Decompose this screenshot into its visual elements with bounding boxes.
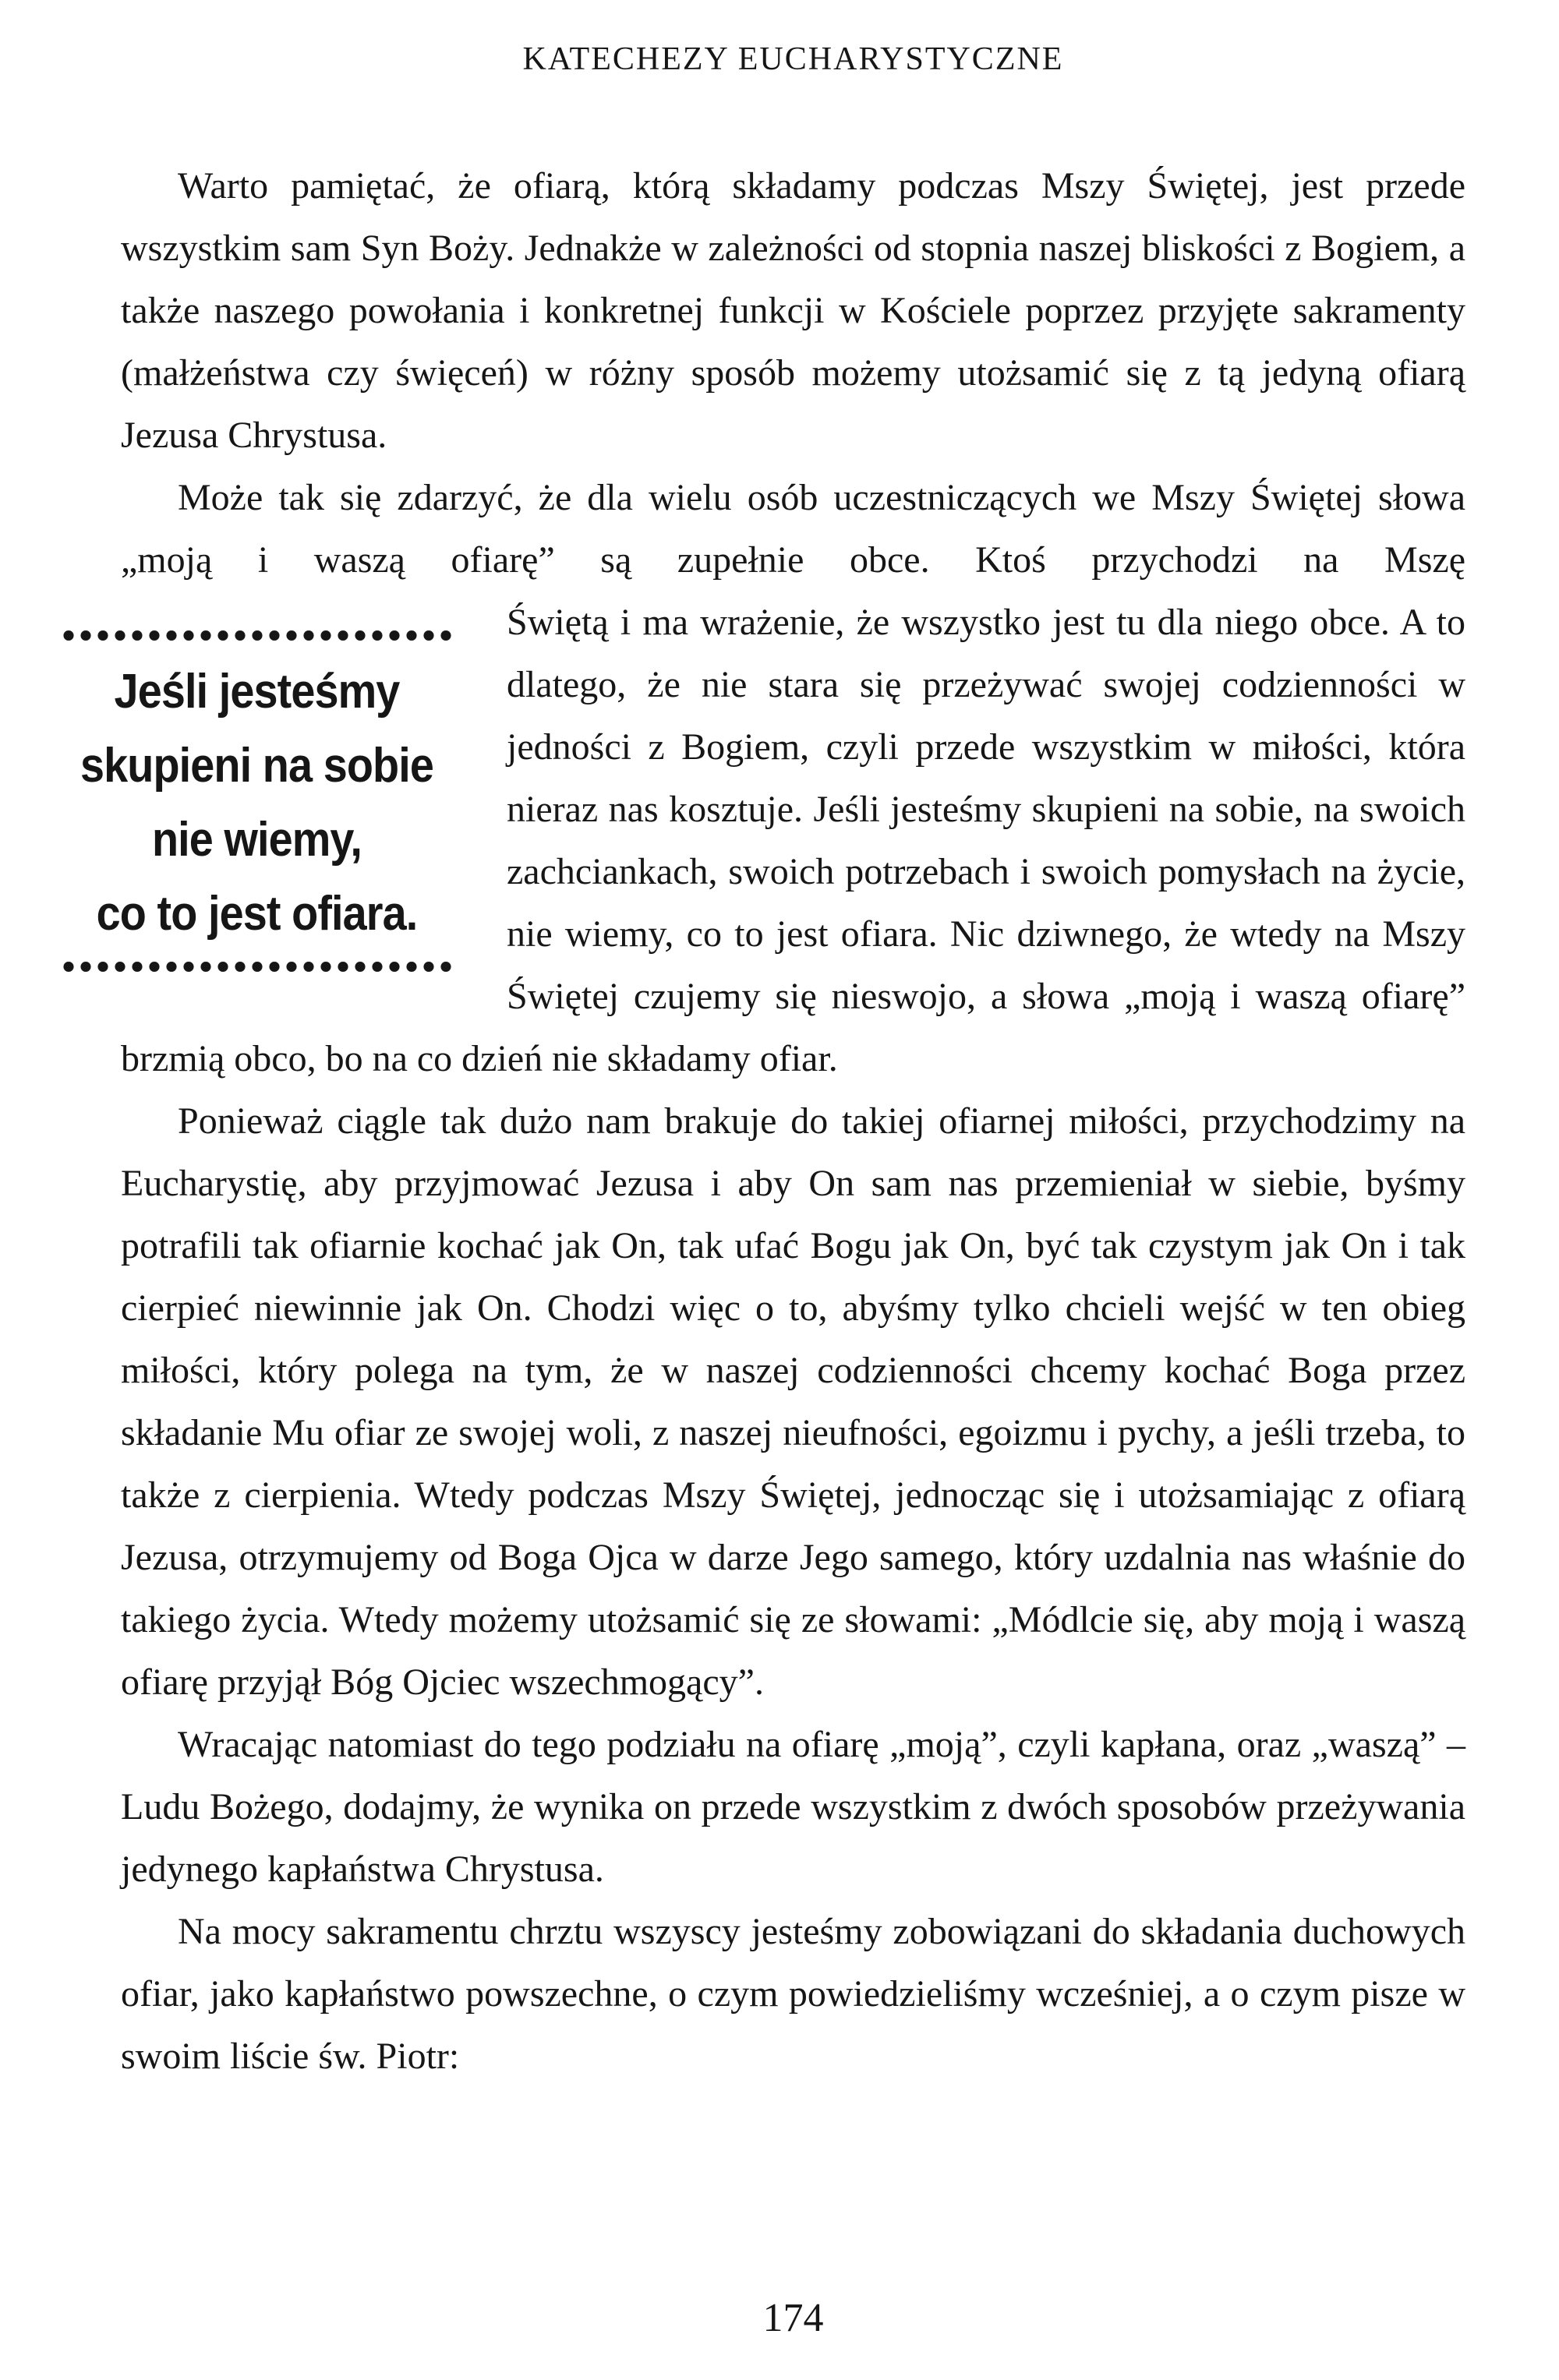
pull-quote (60, 630, 454, 972)
paragraph-2-before-quote: Może tak się zdarzyć, że dla wielu osób uczestniczących we Mszy Świętej słowa „moją i waszą ofiarę” są zupełnie obce. Ktoś przychodzi na Mszę (121, 477, 1465, 581)
running-head: KATECHEZY EUCHARYSTYCZNE (522, 41, 1064, 77)
dotted-rule-bottom (60, 962, 454, 972)
pull-quote-line: co to jest ofiara. (96, 887, 418, 941)
paragraph-2-after-quote: Świętą i ma wrażenie, że wszystko jest tu dla niego obce. A to dlatego, że nie stara się przeżywać swojej codzienności w jedności z Bogiem, czyli przede wszystkim w miłości, która nieraz nas kosztuje. Jeśli jesteśmy skupieni na sobie, na swoich zachciankach, swoich potrzebach i swoich pomysłach na życie, nie wiemy, co to jest ofiara. Nic dziwnego, że wtedy na Mszy Świętej czujemy się nieswojo, a słowa „moją i waszą ofiarę” brzmią obco, bo na co dzień nie składamy ofiar. (121, 602, 1465, 1079)
paragraph-1: Warto pamiętać, że ofiarą, którą składamy podczas Mszy Świętej, jest przede wszystkim sam Syn Boży. Jednakże w zależności od stopnia naszej bliskości z Bogiem, a także naszego powołania i konkretnej funkcji w Kościele poprzez przyjęte sakramenty (małżeństwa czy święceń) w różny sposób możemy utożsamić się z tą jedyną ofiarą Jezusa Chrystusa. (121, 165, 1465, 456)
paragraph-5: Na mocy sakramentu chrztu wszyscy jesteśmy zobowiązani do składania duchowych ofiar, jako kapłaństwo powszechne, o czym powiedzieliśmy wcześniej, a o czym pisze w swoim liście św. Piotr: (121, 1911, 1465, 2077)
pull-quote-line: Jeśli jesteśmy (114, 665, 400, 719)
pull-quote-text (60, 655, 454, 951)
paragraph-4: Wracając natomiast do tego podziału na ofiarę „moją”, czyli kapłana, oraz „waszą” – Ludu Bożego, dodajmy, że wynika on przede wszystkim z dwóch sposobów przeżywania jedynego kapłaństwa Chrystusa. (121, 1724, 1465, 1890)
pull-quote-line: nie wiemy, (151, 813, 362, 867)
page-number: 174 (762, 2296, 824, 2340)
pull-quote-line: skupieni na sobie (80, 739, 433, 793)
dotted-rule-top (60, 630, 454, 641)
paragraph-3: Ponieważ ciągle tak dużo nam brakuje do takiej ofiarnej miłości, przychodzimy na Eucharystię, aby przyjmować Jezusa i aby On sam nas przemieniał w siebie, byśmy potrafili tak ofiarnie kochać jak On, tak ufać Bogu jak On, być tak czystym jak On i tak cierpieć niewinnie jak On. Chodzi więc o to, abyśmy tylko chcieli wejść w ten obieg miłości, który polega na tym, że w naszej codzienności chcemy kochać Boga przez składanie Mu ofiar ze swojej woli, z naszej nieufności, egoizmu i pychy, a jeśli trzeba, to także z cierpienia. Wtedy podczas Mszy Świętej, jednocząc się i utożsamiając z ofiarą Jezusa, otrzymujemy od Boga Ojca w darze Jego samego, który uzdalnia nas właśnie do takiego życia. Wtedy możemy utożsamić się ze słowami: „Módlcie się, aby moją i waszą ofiarę przyjął Bóg Ojciec wszechmogący”. (121, 1100, 1465, 1703)
